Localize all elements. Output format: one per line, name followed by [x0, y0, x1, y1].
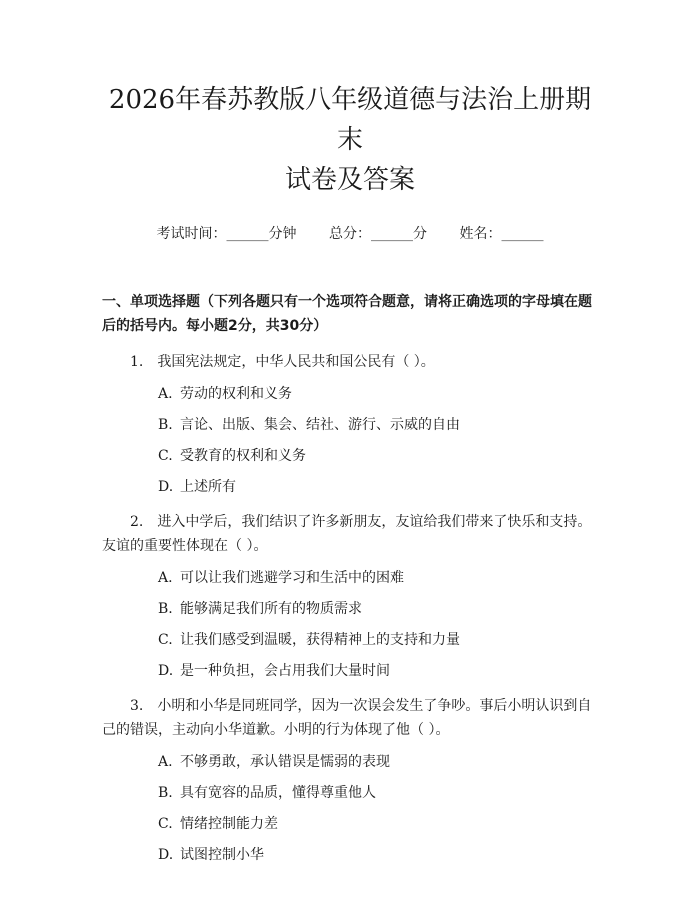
option-c — [102, 813, 598, 835]
option-text: 不够勇敢，承认错误是懦弱的表现 — [180, 754, 390, 770]
question-3 — [102, 694, 598, 866]
option-text: 情绪控制能力差 — [180, 816, 278, 832]
option-text: 具有宽容的品质，懂得尊重他人 — [180, 785, 376, 801]
section-heading: 一、单项选择题（下列各题只有一个选项符合题意，请将正确选项的字母填在题后的括号内。每小题2分，共30分） — [102, 294, 592, 334]
option-text: 受教育的权利和义务 — [180, 448, 306, 464]
option-text: 是一种负担，会占用我们大量时间 — [180, 663, 390, 679]
page-title — [102, 0, 598, 200]
option-label: A. — [158, 570, 173, 586]
question-number: 3. — [130, 698, 144, 714]
option-label: C. — [158, 632, 173, 648]
question-1 — [102, 350, 598, 498]
question-number: 2. — [130, 514, 144, 530]
question-stem — [102, 350, 598, 374]
exam-meta — [102, 224, 598, 244]
option-text: 言论、出版、集会、结社、游行、示威的自由 — [180, 417, 460, 433]
option-a — [102, 383, 598, 405]
option-c — [102, 445, 598, 467]
option-label: C. — [158, 448, 173, 464]
option-label: D. — [158, 847, 174, 863]
option-b — [102, 782, 598, 804]
option-c — [102, 629, 598, 651]
option-text: 让我们感受到温暖，获得精神上的支持和力量 — [180, 632, 460, 648]
option-label: B. — [158, 417, 173, 433]
option-a — [102, 567, 598, 589]
question-2 — [102, 510, 598, 682]
option-label: A. — [158, 386, 173, 402]
option-label: A. — [158, 754, 173, 770]
option-label: C. — [158, 816, 173, 832]
option-d — [102, 844, 598, 866]
question-number: 1. — [130, 354, 144, 370]
option-a — [102, 751, 598, 773]
option-label: D. — [158, 663, 174, 679]
title-line-1: 2026年春苏教版八年级道德与法治上册期末 — [108, 85, 592, 155]
total-score-field: 总分：______分 — [329, 226, 427, 242]
option-label: D. — [158, 479, 174, 495]
option-d — [102, 660, 598, 682]
option-text: 可以让我们逃避学习和生活中的困难 — [180, 570, 404, 586]
question-stem — [102, 694, 598, 742]
option-text: 能够满足我们所有的物质需求 — [180, 601, 362, 617]
question-stem — [102, 510, 598, 558]
title-line-2: 试卷及答案 — [284, 165, 415, 195]
option-label: B. — [158, 785, 173, 801]
option-label: B. — [158, 601, 173, 617]
option-b — [102, 414, 598, 436]
option-text: 劳动的权利和义务 — [180, 386, 292, 402]
question-text: 我国宪法规定，中华人民共和国公民有（ ）。 — [157, 354, 435, 370]
option-text: 上述所有 — [180, 479, 236, 495]
question-text: 小明和小华是同班同学，因为一次误会发生了争吵。事后小明认识到自己的错误，主动向小华道歉。小明的行为体现了他（ ）。 — [102, 698, 592, 738]
question-text: 进入中学后，我们结识了许多新朋友，友谊给我们带来了快乐和支持。友谊的重要性体现在（ ）。 — [102, 514, 592, 554]
name-field: 姓名：______ — [459, 226, 544, 242]
option-b — [102, 598, 598, 620]
exam-time-field: 考试时间：______分钟 — [156, 226, 297, 242]
option-text: 试图控制小华 — [180, 847, 264, 863]
option-d — [102, 476, 598, 498]
